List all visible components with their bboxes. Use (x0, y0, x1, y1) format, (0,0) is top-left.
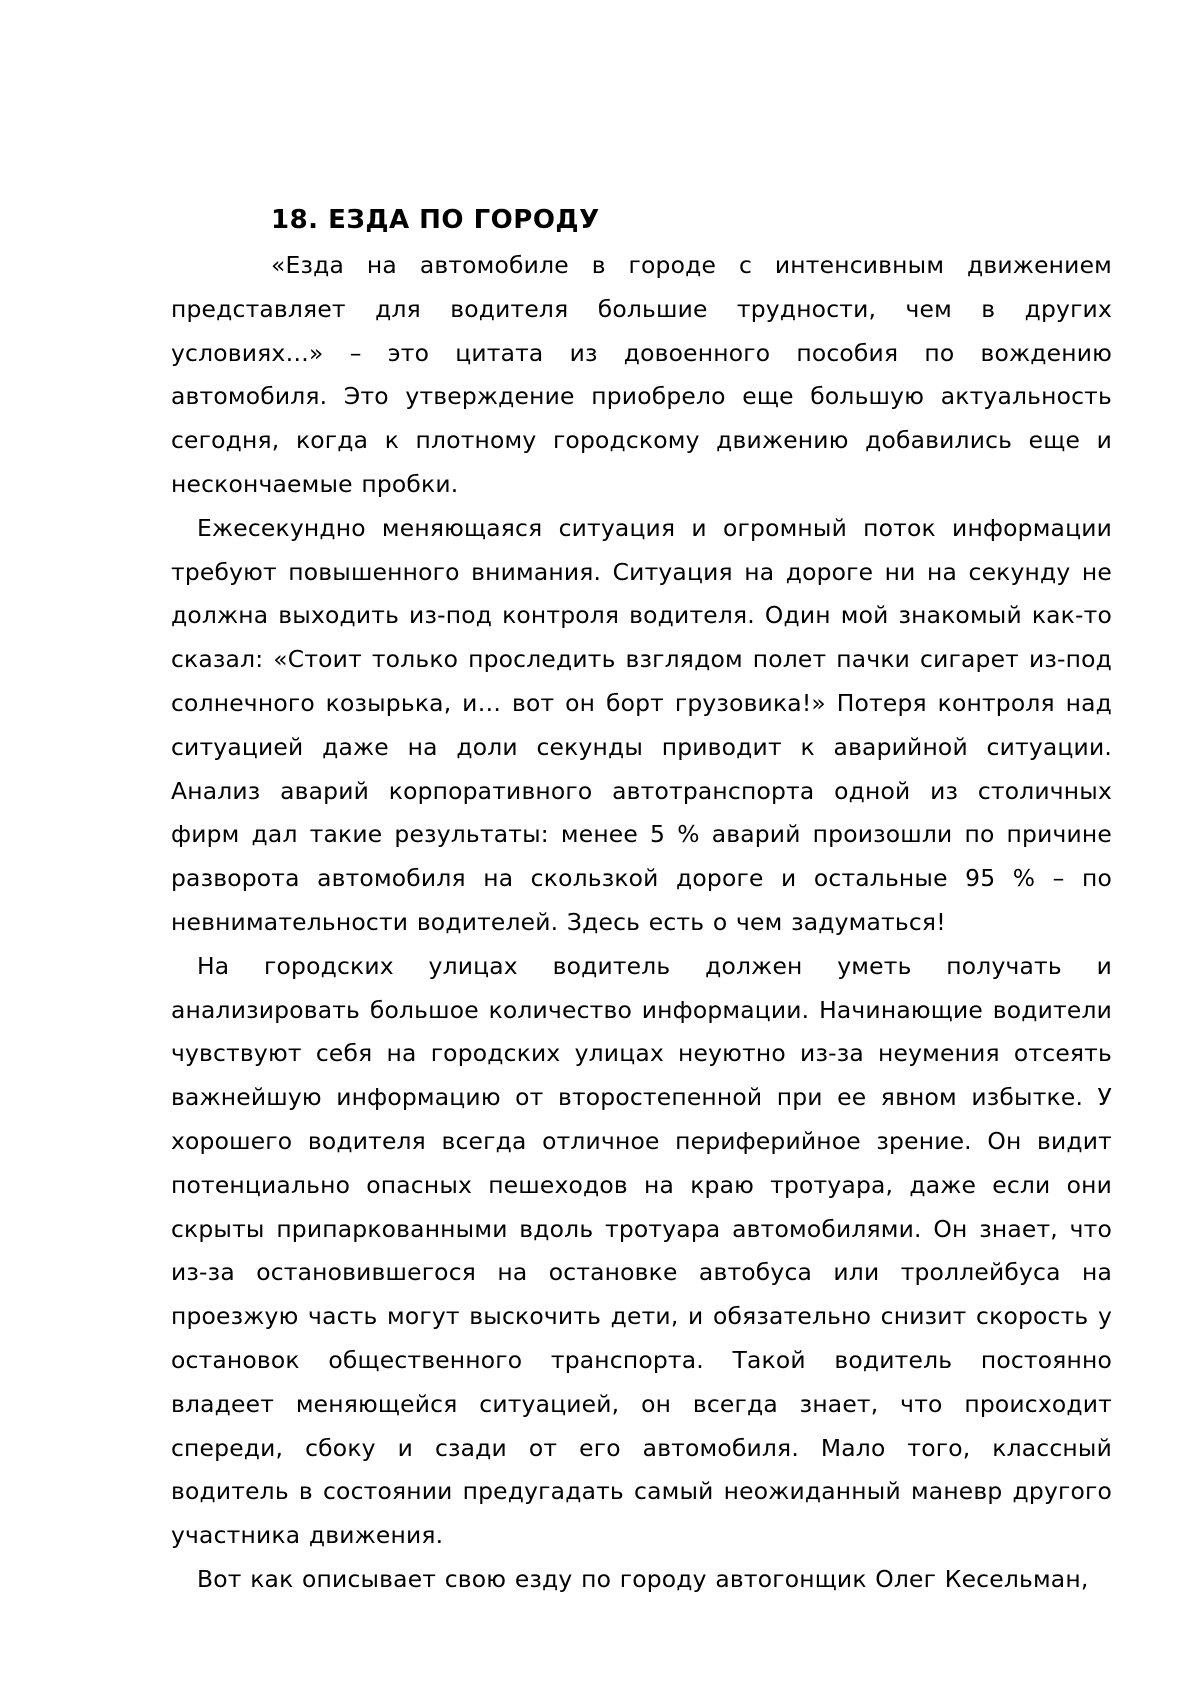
paragraph-situation-control: Ежесекундно меняющаяся ситуация и огромный поток информации требуют повышенного внимания. Ситуация на дороге ни на секунду не должна выходить из-под контроля водителя. Один мой знакомый как-то сказал: «Стоит только проследить взглядом полет пачки сигарет из-под солнечного козырька, и… вот он борт грузовика!» Потеря контроля над ситуацией даже на доли секунды приводит к аварийной ситуации. Анализ аварий корпоративного автотранспорта одной из столичных фирм дал такие результаты: менее 5 % аварий произошли по причине разворота автомобиля на скользкой дороге и остальные 95 % – по невнимательности водителей. Здесь есть о чем задуматься! (171, 513, 1112, 936)
paragraph-intro-quote: «Езда на автомобиле в городе с интенсивным движением представляет для водителя большие трудности, чем в других условиях…» – это цитата из довоенного пособия по вождению автомобиля. Это утверждение приобрело еще большую актуальность сегодня, когда к плотному городскому движению добавились еще и нескончаемые пробки. (171, 251, 1112, 498)
paragraph-city-streets: На городских улицах водитель должен уметь получать и анализировать большое количество информации. Начинающие водители чувствуют себя на городских улицах неуютно из-за неумения отсеять важнейшую информацию от второстепенной при ее явном избытке. У хорошего водителя всегда отличное периферийное зрение. Он видит потенциально опасных пешеходов на краю тротуара, даже если они скрыты припаркованными вдоль тротуара автомобилями. Он знает, что из-за остановившегося на остановке автобуса или троллейбуса на проезжую часть могут выскочить дети, и обязательно снизит скорость у остановок общественного транспорта. Такой водитель постоянно владеет меняющейся ситуацией, он всегда знает, что происходит спереди, сбоку и сзади от его автомобиля. Мало того, классный водитель в состоянии предугадать самый неожиданный маневр другого участника движения. (171, 951, 1112, 1550)
paragraph-racer-description: Вот как описывает свою езду по городу автогонщик Олег Кесельман, (197, 1564, 1089, 1593)
document-page (171, 196, 1112, 1602)
chapter-heading: 18. ЕЗДА ПО ГОРОДУ (271, 205, 600, 235)
